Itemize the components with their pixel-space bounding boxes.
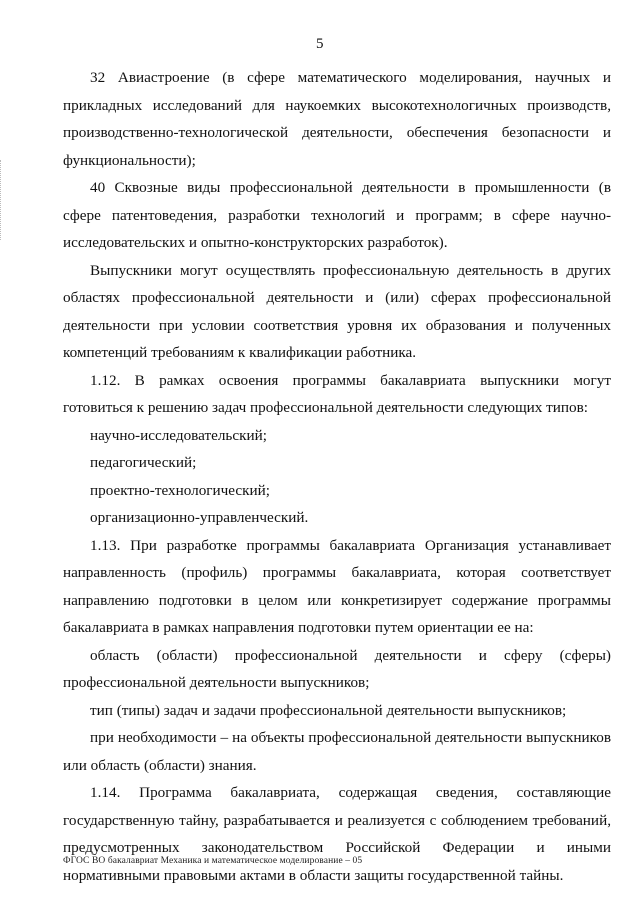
list-item-task-type: научно-исследовательский; [90, 426, 267, 444]
paragraph-1-14: 1.14. Программа бакалавриата, содержащая сведения, составляющие государственную тайну, разрабатывается и реализуется с соблюдением требований, предусмотренных законодательством Российской Федерации и иными нормативными правовыми актами в области защиты государственной тайны. [63, 784, 611, 884]
paragraph-objects-of-activity: при необходимости – на объекты профессиональной деятельности выпускников или область (области) знания. [63, 729, 611, 774]
list-item-task-type: педагогический; [90, 454, 197, 471]
paragraph-task-types: тип (типы) задач и задачи профессиональной деятельности выпускников; [90, 701, 567, 719]
paragraph-cross-cutting-activities: 40 Сквозные виды профессиональной деятельности в промышленности (в сфере патентоведения, разработки технологий и программ; в сфере научно-исследовательских и опытно-конструкторских разработок). [63, 179, 611, 251]
list-item-task-type: проектно-технологический; [90, 481, 271, 499]
list-item-task-type: организационно-управленческий. [90, 509, 309, 526]
paragraph-1-12: 1.12. В рамках освоения программы бакалавриата выпускники могут готовиться к решению задач профессиональной деятельности следующих типов: [63, 371, 611, 416]
paragraph-1-13: 1.13. При разработке программы бакалавриата Организация устанавливает направленность (профиль) программы бакалавриата, которая соответствует направлению подготовки в целом или конкретизирует содержание программы бакалавриата в рамках направления подготовки путем ориентации ее на: [63, 536, 611, 636]
paragraph-professional-area: область (области) профессиональной деятельности и сферу (сферы) профессиональной деятельности выпускников; [63, 646, 611, 691]
page-footer: ФГОС ВО бакалавриат Механика и математическое моделирование – 05 [63, 856, 363, 866]
page-number: 5 [316, 36, 324, 52]
paragraph-graduates-other-areas: Выпускники могут осуществлять профессиональную деятельность в других областях профессиональной деятельности и (или) сферах профессиональной деятельности при условии соответствия уровня их образования и полученных компетенций требованиям к квалификации работника. [63, 261, 611, 361]
scan-edge-mark [0, 160, 3, 240]
paragraph-aircraft-industry: 32 Авиастроение (в сфере математического моделирования, научных и прикладных исследований для наукоемких высокотехнологичных производств, производственно-технологической деятельности, обеспечения безопасности и функциональности); [63, 69, 611, 169]
document-body [63, 64, 611, 889]
